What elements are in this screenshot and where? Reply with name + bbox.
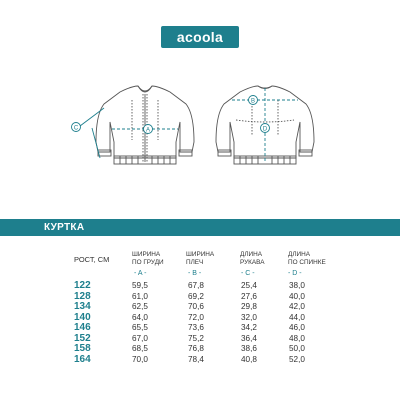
- cell-back: 42,0: [289, 302, 305, 311]
- col-letter-a: - A -: [134, 270, 147, 277]
- cell-back: 50,0: [289, 344, 305, 353]
- table-row: [74, 323, 329, 334]
- cell-shoulder: 70,6: [188, 302, 204, 311]
- marker-b-label: B: [250, 98, 256, 105]
- table-row: [74, 302, 329, 313]
- cell-sleeve: 27,6: [241, 291, 257, 301]
- cell-sleeve: 32,0: [241, 312, 257, 322]
- cell-shoulder: 75,2: [188, 333, 204, 343]
- cell-chest: 64,0: [132, 312, 148, 322]
- col-letter-b: - B -: [188, 270, 202, 277]
- cell-back: 40,0: [289, 291, 305, 301]
- table-row: [74, 313, 329, 324]
- col-header-line: ДЛИНА: [288, 251, 310, 258]
- cell-chest: 68,5: [132, 344, 148, 353]
- col-header-line: ДЛИНА: [240, 251, 262, 258]
- cell-chest: 61,0: [132, 291, 148, 301]
- cell-sleeve: 29,8: [241, 302, 257, 311]
- cell-shoulder: 72,0: [188, 312, 204, 322]
- col-header-line: ШИРИНА: [132, 251, 161, 258]
- marker-c-label: C: [73, 125, 79, 132]
- table-row: [74, 281, 329, 292]
- cell-sleeve: 38,6: [241, 344, 257, 353]
- table-row: [74, 344, 329, 355]
- col-header-shoulder-width: [186, 251, 214, 267]
- cell-chest: 65,5: [132, 323, 148, 332]
- cell-chest: 59,5: [132, 281, 148, 290]
- row-height: 122: [74, 280, 91, 291]
- table-row: [74, 292, 329, 303]
- jacket-technical-drawings: [0, 70, 400, 200]
- brand-logo: acoola: [161, 26, 239, 48]
- row-height: 152: [74, 332, 91, 344]
- table-row: [74, 334, 329, 345]
- cell-shoulder: 73,6: [188, 323, 204, 332]
- col-header-line: ПО СПИНКЕ: [288, 259, 326, 266]
- table-row: [74, 355, 329, 366]
- cell-chest: 67,0: [132, 333, 148, 343]
- col-header-chest-width: [132, 251, 164, 267]
- marker-a-label: A: [145, 127, 151, 134]
- row-height: 140: [74, 311, 91, 323]
- row-height: 158: [74, 343, 91, 354]
- col-header-line: РУКАВА: [240, 259, 265, 266]
- cell-sleeve: 34,2: [241, 323, 257, 332]
- row-height: 134: [74, 301, 91, 312]
- cell-back: 48,0: [289, 333, 305, 343]
- col-header-sleeve-length: [240, 251, 264, 267]
- cell-shoulder: 69,2: [188, 291, 204, 301]
- jacket-front-drawing: [96, 86, 194, 164]
- cell-back: 52,0: [289, 354, 305, 364]
- col-header-line: ШИРИНА: [186, 251, 215, 258]
- cell-back: 46,0: [289, 323, 305, 332]
- row-height: 164: [74, 353, 91, 365]
- cell-shoulder: 78,4: [188, 354, 204, 364]
- cell-back: 44,0: [289, 312, 305, 322]
- cell-chest: 70,0: [132, 354, 148, 364]
- cell-sleeve: 36,4: [241, 333, 257, 343]
- cell-shoulder: 67,8: [188, 281, 204, 290]
- col-letter-d: - D -: [288, 270, 302, 277]
- height-column-header: РОСТ, СМ: [74, 255, 110, 264]
- col-header-line: ПО ГРУДИ: [132, 259, 164, 266]
- row-height: 146: [74, 322, 91, 333]
- col-header-back-length: [288, 251, 326, 267]
- size-table: [74, 281, 329, 365]
- col-letter-c: - C -: [241, 270, 255, 277]
- cell-chest: 62,5: [132, 302, 148, 311]
- cell-sleeve: 40,8: [241, 354, 257, 364]
- front-measure-lines: [80, 108, 178, 158]
- product-title-banner: КУРТКА: [0, 219, 400, 236]
- cell-shoulder: 76,8: [188, 344, 204, 353]
- marker-d-label: D: [262, 126, 268, 133]
- col-header-line: ПЛЕЧ: [186, 259, 204, 266]
- cell-back: 38,0: [289, 281, 305, 290]
- row-height: 128: [74, 290, 91, 302]
- cell-sleeve: 25,4: [241, 281, 257, 290]
